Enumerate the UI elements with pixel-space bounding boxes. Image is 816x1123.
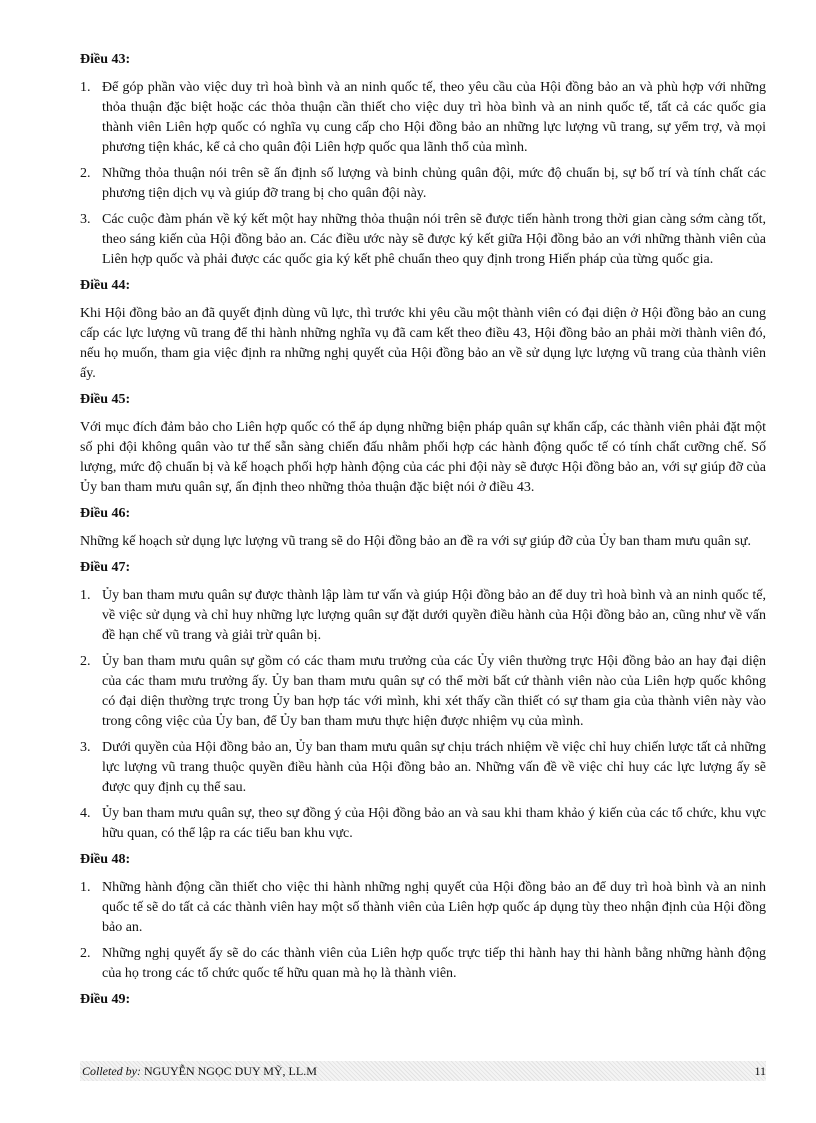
clause-text: Ủy ban tham mưu quân sự, theo sự đồng ý của Hội đồng bảo an và sau khi tham khảo ý kiến của các tổ chức, khu vực hữu quan, có thể lập ra các tiểu ban khu vực. bbox=[102, 806, 766, 841]
document-body bbox=[80, 44, 766, 1018]
clause-text: Những nghị quyết ấy sẽ do các thành viên của Liên hợp quốc trực tiếp thi hành hay thi hành bằng những hành động của họ trong các tổ chức quốc tế hữu quan mà họ là thành viên. bbox=[102, 946, 766, 981]
clause-text: Để góp phần vào việc duy trì hoà bình và an ninh quốc tế, theo yêu cầu của Hội đồng bảo an và phù hợp với những thỏa thuận đặc biệt hoặc các thỏa thuận cần thiết cho việc duy trì hòa bình và an ninh quốc tế, tất cả các quốc gia thành viên Liên hợp quốc có nghĩa vụ cung cấp cho Hội đồng bảo an những lực lượng vũ trang, sự yểm trợ, và mọi phương tiện khác, kể cả cho quân đội Liên hợp quốc qua lãnh thổ của mình. bbox=[102, 80, 766, 155]
article-heading: Điều 46: bbox=[80, 506, 131, 521]
clause-item bbox=[80, 944, 766, 984]
clause-text: Dưới quyền của Hội đồng bảo an, Ủy ban tham mưu quân sự chịu trách nhiệm về việc chỉ huy chiến lược tất cả những lực lượng vũ trang thuộc quyền điều hành của Hội đồng bảo an. Những vấn đề về việc chỉ huy các lực lượng ấy sẽ được quy định cụ thể sau. bbox=[102, 740, 766, 795]
article-clauses bbox=[80, 586, 766, 844]
clause-number: 2. bbox=[80, 166, 91, 181]
clause-number: 1. bbox=[80, 880, 91, 895]
article-paragraph: Với mục đích đảm bảo cho Liên hợp quốc có thể áp dụng những biện pháp quân sự khẩn cấp, các thành viên phải đặt một số phi đội không quân vào tư thế sẵn sàng chiến đấu nhằm phối hợp các hành động quốc tế có tính chất cưỡng chế. Số lượng, mức độ chuẩn bị và kế hoạch phối hợp hành động của các phi đội này sẽ được Hội đồng bảo an, với sự giúp đỡ của Ủy ban tham mưu quân sự, ấn định theo những thỏa thuận đặc biệt nói ở điều 43. bbox=[80, 420, 766, 495]
article-heading: Điều 43: bbox=[80, 52, 131, 67]
clause-text: Ủy ban tham mưu quân sự được thành lập làm tư vấn và giúp Hội đồng bảo an để duy trì hoà bình và an ninh quốc tế, về việc sử dụng và chỉ huy những lực lượng quân sự đặt dưới quyền điều hành của Hội đồng bảo an, cũng như về vấn đề hạn chế vũ trang và giải trừ quân bị. bbox=[102, 588, 766, 643]
clause-number: 4. bbox=[80, 806, 91, 821]
article-clauses bbox=[80, 878, 766, 984]
clause-text: Ủy ban tham mưu quân sự gồm có các tham mưu trưởng của các Ủy viên thường trực Hội đồng bảo an hay đại diện của các tham mưu trưởng ấy. Ủy ban tham mưu quân sự có thể mời bất cứ thành viên nào của Liên hợp quốc không có đại diện thường trực trong Ủy ban hợp tác với mình, khi xét thấy cần thiết có sự tham gia của thành viên này vào trong công việc của Ủy ban, để Ủy ban tham mưu thực hiện được nhiệm vụ của mình. bbox=[102, 654, 766, 729]
article-heading: Điều 49: bbox=[80, 992, 131, 1007]
clause-item bbox=[80, 804, 766, 844]
footer-label: Colleted by: bbox=[82, 1064, 141, 1078]
clause-item bbox=[80, 878, 766, 938]
clause-text: Những hành động cần thiết cho việc thi hành những nghị quyết của Hội đồng bảo an để duy trì hoà bình và an ninh quốc tế sẽ do tất cả các thành viên hay một số thành viên của Liên hợp quốc áp dụng tùy theo nhận định của Hội đồng bảo an. bbox=[102, 880, 766, 935]
clause-item bbox=[80, 164, 766, 204]
clause-number: 1. bbox=[80, 80, 91, 95]
clause-item bbox=[80, 652, 766, 732]
article-heading: Điều 45: bbox=[80, 392, 131, 407]
clause-number: 2. bbox=[80, 946, 91, 961]
article-paragraph: Khi Hội đồng bảo an đã quyết định dùng vũ lực, thì trước khi yêu cầu một thành viên có đại diện ở Hội đồng bảo an cung cấp các lực lượng vũ trang để thi hành những nghĩa vụ đã cam kết theo điều 43, Hội đồng bảo an phải mời thành viên đó, nếu họ muốn, tham gia việc định ra những nghị quyết của Hội đồng bảo an về sử dụng lực lượng vũ trang của thành viên ấy. bbox=[80, 306, 766, 381]
clause-item bbox=[80, 210, 766, 270]
article-heading: Điều 44: bbox=[80, 278, 131, 293]
page-number: 11 bbox=[754, 1064, 766, 1078]
clause-item bbox=[80, 738, 766, 798]
clause-item bbox=[80, 78, 766, 158]
clause-item bbox=[80, 586, 766, 646]
clause-text: Những thỏa thuận nói trên sẽ ấn định số lượng và binh chủng quân đội, mức độ chuẩn bị, sự bố trí và tính chất các phương tiện dịch vụ và giúp đỡ trang bị cho quân đội này. bbox=[102, 166, 766, 201]
clause-text: Các cuộc đàm phán về ký kết một hay những thỏa thuận nói trên sẽ được tiến hành trong thời gian càng sớm càng tốt, theo sáng kiến của Hội đồng bảo an. Các điều ước này sẽ được ký kết giữa Hội đồng bảo an với những thành viên của Liên hợp quốc và phải được các quốc gia ký kết phê chuẩn theo quy định trong Hiến pháp của từng quốc gia. bbox=[102, 212, 766, 267]
clause-number: 2. bbox=[80, 654, 91, 669]
article-paragraph: Những kế hoạch sử dụng lực lượng vũ trang sẽ do Hội đồng bảo an đề ra với sự giúp đỡ của Ủy ban tham mưu quân sự. bbox=[80, 534, 751, 549]
article-clauses bbox=[80, 78, 766, 270]
clause-number: 3. bbox=[80, 212, 91, 227]
page-footer bbox=[80, 1061, 766, 1081]
clause-number: 1. bbox=[80, 588, 91, 603]
article-heading: Điều 48: bbox=[80, 852, 131, 867]
footer-author: NGUYỄN NGỌC DUY MỸ, LL.M bbox=[143, 1064, 317, 1078]
article-heading: Điều 47: bbox=[80, 560, 131, 575]
clause-number: 3. bbox=[80, 740, 91, 755]
